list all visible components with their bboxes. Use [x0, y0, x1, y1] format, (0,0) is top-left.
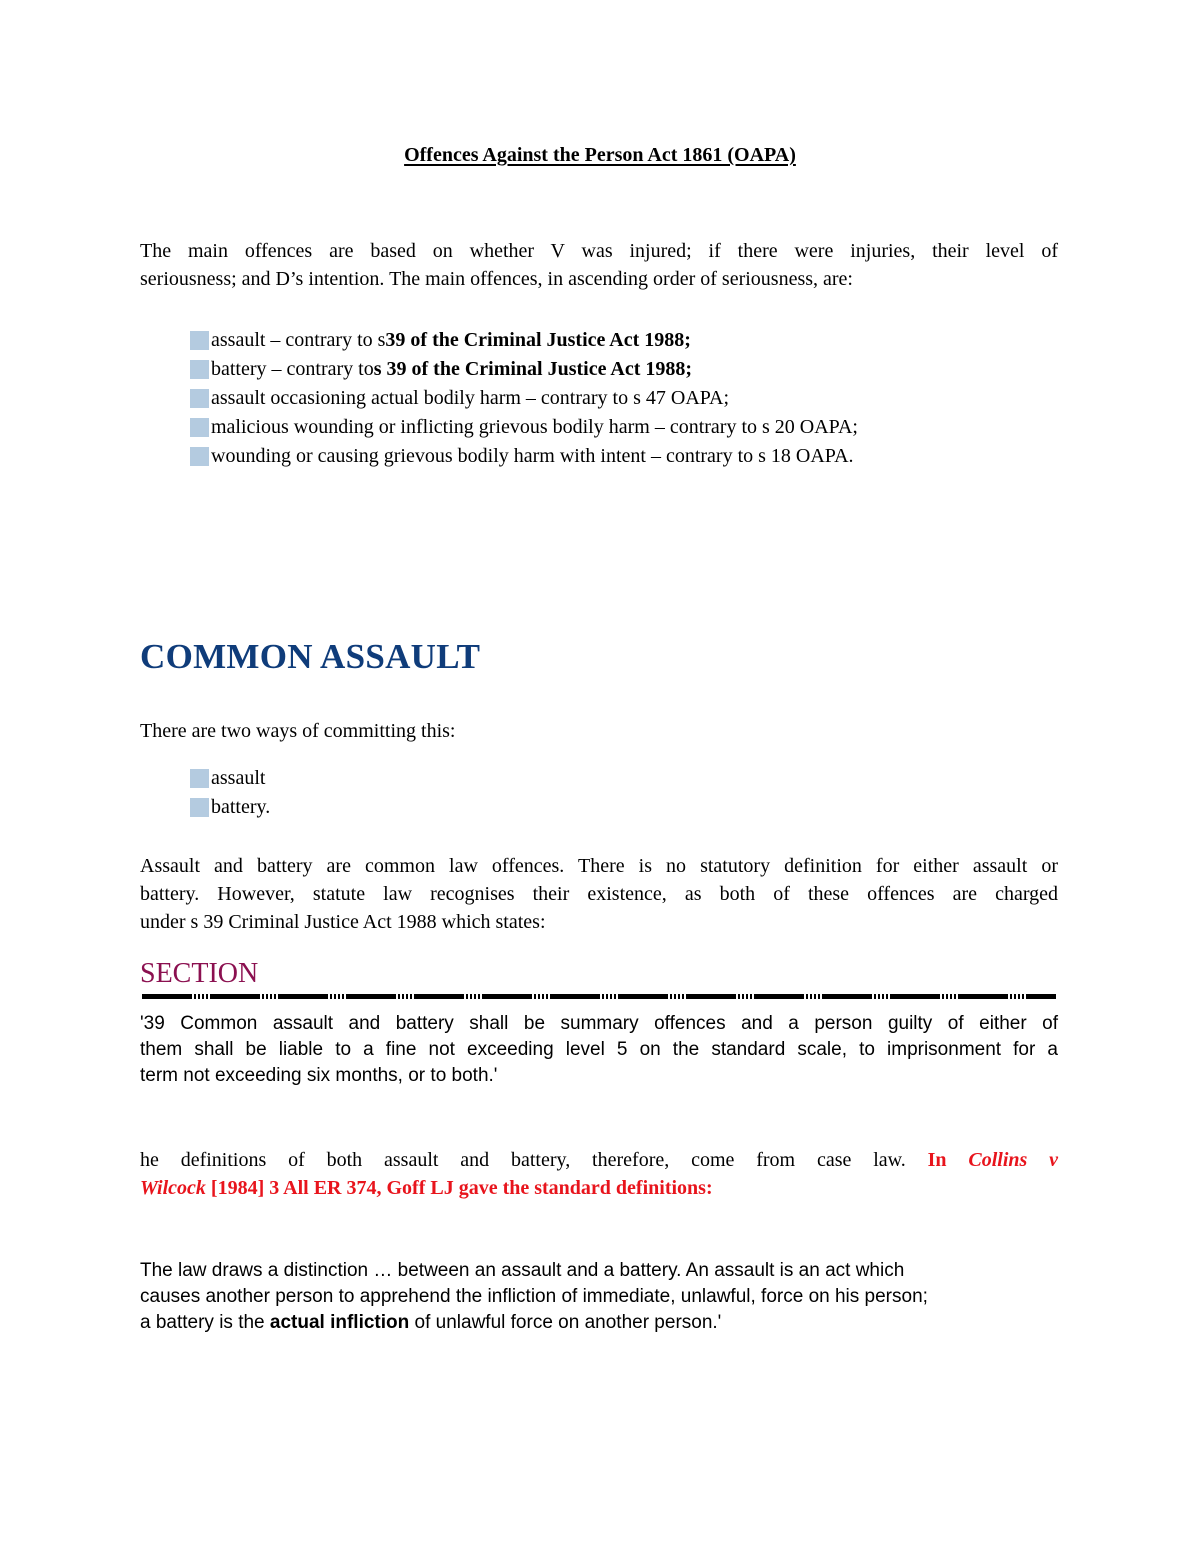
list-item-text: assault [211, 767, 266, 789]
square-bullet-icon [190, 360, 209, 379]
list-item [190, 384, 858, 413]
list-item-text: wounding or causing grievous bodily harm with intent – contrary to s 18 OAPA. [211, 445, 854, 467]
square-bullet-icon [190, 798, 209, 817]
paragraph-line [140, 1146, 1058, 1174]
case-law-red-text: In [927, 1149, 969, 1171]
quote-text: a battery is the [140, 1312, 270, 1333]
list-item-text: battery. [211, 796, 271, 818]
list-item-text: battery – contrary to [211, 358, 374, 380]
quote-line: causes another person to apprehend the infliction of immediate, unlawful, force on his person; [140, 1286, 928, 1307]
list-item [190, 413, 858, 442]
paragraph-line: Assault and battery are common law offences. There is no statutory definition for either assault or [140, 855, 1058, 877]
intro-paragraph [140, 237, 1058, 293]
list-item-bold-text: s 39 of the Criminal Justice Act 1988; [373, 358, 693, 380]
case-name: Wilcock [140, 1177, 206, 1199]
case-law-text: he definitions of both assault and battery, therefore, come from case law. [140, 1149, 928, 1171]
quote-line: '39 Common assault and battery shall be summary offences and a person guilty of either of [140, 1013, 1058, 1034]
square-bullet-icon [190, 331, 209, 350]
quote-line [140, 1310, 1020, 1336]
ways-intro: There are two ways of committing this: [140, 720, 456, 742]
list-item [190, 355, 858, 384]
paragraph-line: battery. However, statute law recognises their existence, as both of these offences are charged [140, 883, 1058, 905]
quote-line: term not exceeding six months, or to both.' [140, 1065, 498, 1086]
quote-line: The law draws a distinction … between an assault and a battery. An assault is an act which [140, 1260, 905, 1281]
square-bullet-icon [190, 389, 209, 408]
square-bullet-icon [190, 769, 209, 788]
list-item [190, 793, 270, 822]
list-item-text: assault occasioning actual bodily harm – contrary to s 47 OAPA; [211, 387, 730, 409]
ways-list [190, 764, 270, 822]
case-citation: [1984] 3 All ER 374, Goff LJ gave the standard definitions: [205, 1177, 713, 1199]
paragraph-line: under s 39 Criminal Justice Act 1988 which states: [140, 911, 546, 933]
section-divider [142, 994, 1056, 999]
intro-line-2: seriousness; and D’s intention. The main offences, in ascending order of seriousness, are: [140, 268, 853, 290]
list-item [190, 442, 858, 471]
quote-bold-text: actual infliction [269, 1312, 410, 1333]
section-heading: SECTION [140, 958, 259, 989]
intro-line-1: The main offences are based on whether V was injured; if there were injuries, their level of [140, 240, 1058, 262]
common-assault-heading: COMMON ASSAULT [140, 637, 481, 676]
definition-quote [140, 1258, 1020, 1336]
case-name: Collins v [968, 1149, 1059, 1171]
quote-text: of unlawful force on another person.' [409, 1312, 722, 1333]
document-title: Offences Against the Person Act 1861 (OAPA) [404, 144, 796, 166]
paragraph-line [140, 1174, 1058, 1202]
square-bullet-icon [190, 418, 209, 437]
statute-quote [140, 1011, 1058, 1089]
list-item [190, 764, 270, 793]
list-item [190, 326, 858, 355]
quote-line: them shall be liable to a fine not exceeding level 5 on the standard scale, to imprisonment for a [140, 1039, 1058, 1060]
offences-list [190, 326, 858, 471]
common-law-paragraph [140, 852, 1058, 936]
list-item-bold-text: 39 of the Criminal Justice Act 1988; [385, 329, 691, 351]
case-law-paragraph [140, 1146, 1058, 1202]
square-bullet-icon [190, 447, 209, 466]
list-item-text: assault – contrary to s [211, 329, 386, 351]
list-item-text: malicious wounding or inflicting grievous bodily harm – contrary to s 20 OAPA; [211, 416, 858, 438]
